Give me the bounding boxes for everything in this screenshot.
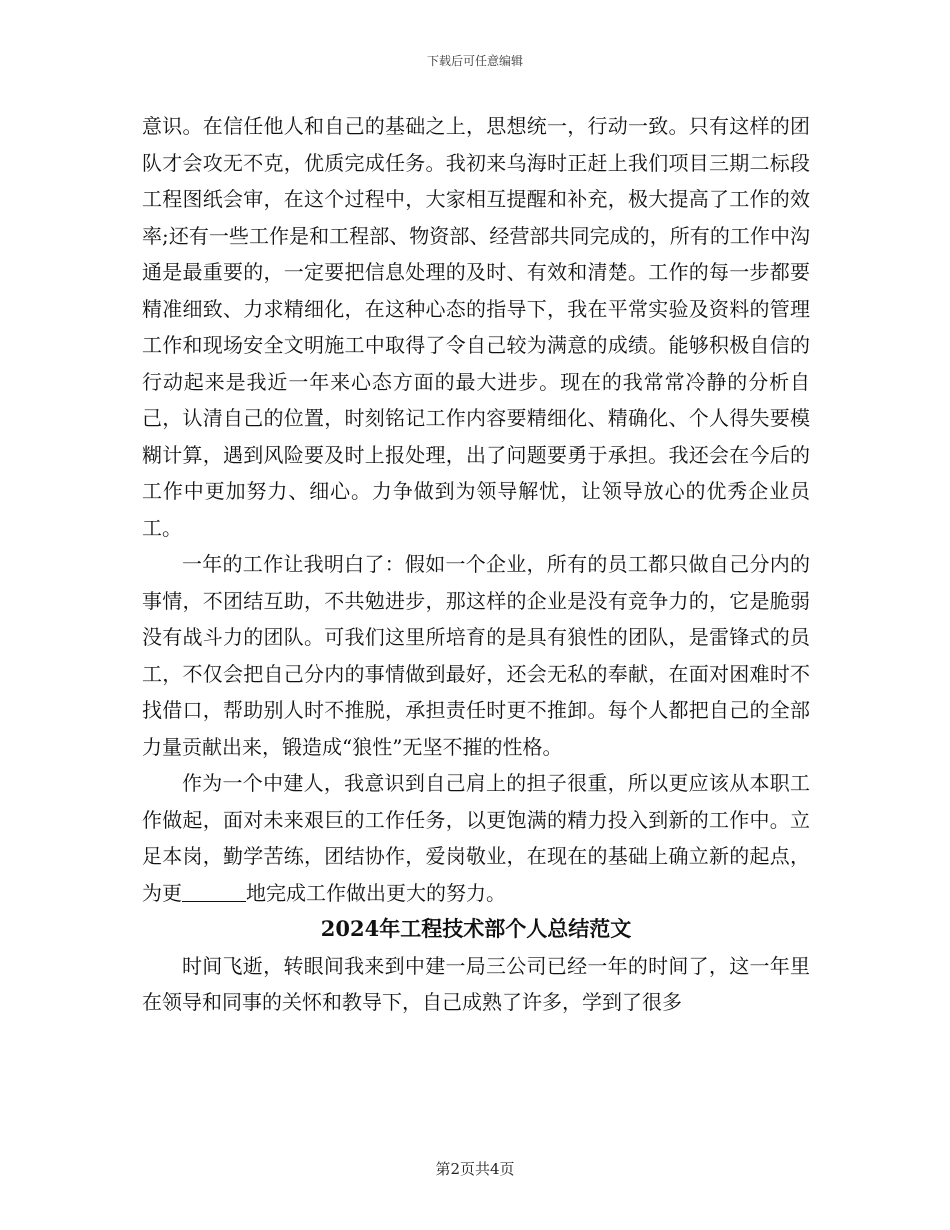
paragraph-1: 意识。在信任他人和自己的基础之上，思想统一，行动一致。只有这样的团队才会攻无不克，优质完成任务。我初来乌海时正赶上我们项目三期二标段工程图纸会审，在这个过程中，大家相互提醒和补充，极大提高了工作的效率;还有一些工作是和工程部、物资部、经营部共同完成的，所有的工作中沟通是最重要的，一定要把信息处理的及时、有效和清楚。工作的每一步都要精准细致、力求精细化，在这种心态的指导下，我在平常实验及资料的管理工作和现场安全文明施工中取得了令自己较为满意的成绩。能够积极自信的行动起来是我近一年来心态方面的最大进步。现在的我常常冷静的分析自己，认清自己的位置，时刻铭记工作内容要精细化、精确化、个人得失要模糊计算，遇到风险要及时上报处理，出了问题要勇于承担。我还会在今后的工作中更加努力、细心。力争做到为领导解忧，让领导放心的优秀企业员工。	[142, 114, 810, 540]
paragraph-2: 一年的工作让我明白了：假如一个企业，所有的员工都只做自己分内的事情，不团结互助，不共勉进步，那这样的企业是没有竞争力的，它是脆弱没有战斗力的团队。可我们这里所培育的是具有狼性的团队，是雷锋式的员工，不仅会把自己分内的事情做到最好，还会无私的奉献，在面对困难时不找借口，帮助别人时不推脱，承担责任时更不推卸。每个人都把自己的全部力量贡献出来，锻造成“狼性”无坚不摧的性格。	[142, 552, 810, 759]
paragraph-3-text-start: 作为一个中建人，我意识到自己肩上的担子很重，所以更应该从本职工作做起，面对未来艰巨的工作任务，以更饱满的精力投入到新的工作中。立足本岗，勤学苦练，团结协作，爱岗敬业，在现在的基础上确立新的起点，为更	[142, 771, 810, 905]
paragraph-4: 时间飞逝，转眼间我来到中建一局三公司已经一年的时间了，这一年里在领导和同事的关怀和教导下，自己成熟了许多，学到了很多	[142, 953, 810, 1014]
page-header: 下载后可任意编辑	[426, 54, 523, 68]
fill-in-blank	[182, 881, 246, 902]
paragraph-3-text-end: 地完成工作做出更大的努力。	[246, 880, 506, 905]
document-body	[142, 108, 810, 1021]
page-footer: 第2页共4页	[435, 1160, 515, 1178]
section-title: 2024年工程技术部个人总结范文	[320, 916, 632, 941]
paragraph-3	[142, 765, 810, 911]
